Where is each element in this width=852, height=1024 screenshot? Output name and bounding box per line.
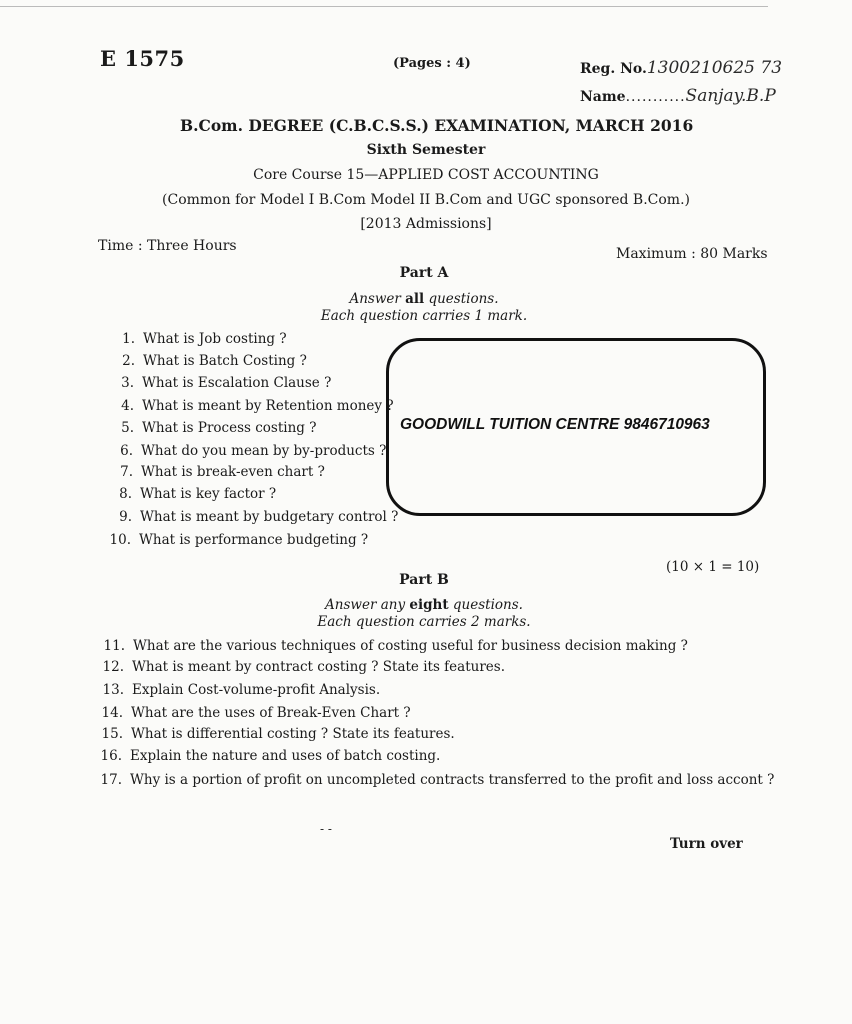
part-a-heading: Part A [399, 265, 449, 281]
question-item: 16. Explain the nature and uses of batch costing. [100, 748, 441, 764]
common-note: (Common for Model I B.Com Model II B.Com and UGC sponsored B.Com.) [162, 192, 690, 208]
reg-no-label: Reg. No. [580, 61, 647, 77]
name-handwritten: Sanjay.B.P [685, 86, 776, 106]
part-b-marks-instruction: Each question carries 2 marks. [317, 614, 531, 630]
page-mark: - - [320, 822, 332, 836]
question-item: 6. What do you mean by by-products ? [120, 443, 387, 459]
question-item: 4. What is meant by Retention money ? [121, 398, 394, 414]
question-item: 15. What is differential costing ? State its features. [101, 726, 455, 742]
top-edge-line [0, 6, 768, 7]
part-a-instruction: Answer all questions. [349, 291, 499, 307]
time-allowed: Time : Three Hours [98, 238, 237, 254]
exam-title: B.Com. DEGREE (C.B.C.S.S.) EXAMINATION, MARCH 2016 [180, 116, 694, 135]
question-item: 10. What is performance budgeting ? [109, 532, 369, 548]
name-dots: ........... [625, 89, 686, 105]
page-count: (Pages : 4) [393, 56, 471, 71]
reg-no-handwritten: 1300210625 73 [646, 58, 783, 78]
question-item: 5. What is Process costing ? [121, 420, 317, 436]
question-item: 11. What are the various techniques of costing useful for business decision making ? [103, 638, 688, 654]
question-item: 13. Explain Cost-volume-profit Analysis. [102, 682, 381, 698]
question-item: 2. What is Batch Costing ? [122, 353, 307, 369]
reg-no-field [580, 58, 782, 78]
question-item: 12. What is meant by contract costing ? State its features. [102, 659, 505, 675]
part-b-heading: Part B [399, 572, 449, 588]
name-label: Name [580, 89, 626, 105]
maximum-marks: Maximum : 80 Marks [616, 246, 768, 262]
question-item: 3. What is Escalation Clause ? [121, 375, 332, 391]
admissions: [2013 Admissions] [360, 216, 492, 232]
paper-code: E 1575 [100, 46, 185, 71]
tuition-centre-stamp-box [386, 338, 766, 516]
part-b-instruction: Answer any eight questions. [325, 597, 523, 613]
part-a-marks-instruction: Each question carries 1 mark. [320, 308, 528, 324]
question-item: 14. What are the uses of Break-Even Chart ? [101, 705, 411, 721]
question-item: 8. What is key factor ? [119, 486, 277, 502]
name-field [580, 86, 776, 106]
part-a-marks: (10 × 1 = 10) [666, 559, 760, 575]
question-item: 9. What is meant by budgetary control ? [119, 509, 399, 525]
semester: Sixth Semester [366, 142, 486, 158]
question-item: 17. Why is a portion of profit on uncompleted contracts transferred to the profit and loss accont ? [100, 772, 775, 788]
question-item: 7. What is break-even chart ? [120, 464, 325, 480]
course-name: Core Course 15—APPLIED COST ACCOUNTING [253, 167, 599, 183]
question-item: 1. What is Job costing ? [122, 331, 287, 347]
stamp-text: GOODWILL TUITION CENTRE 9846710963 [400, 416, 710, 433]
turn-over: Turn over [670, 836, 743, 852]
